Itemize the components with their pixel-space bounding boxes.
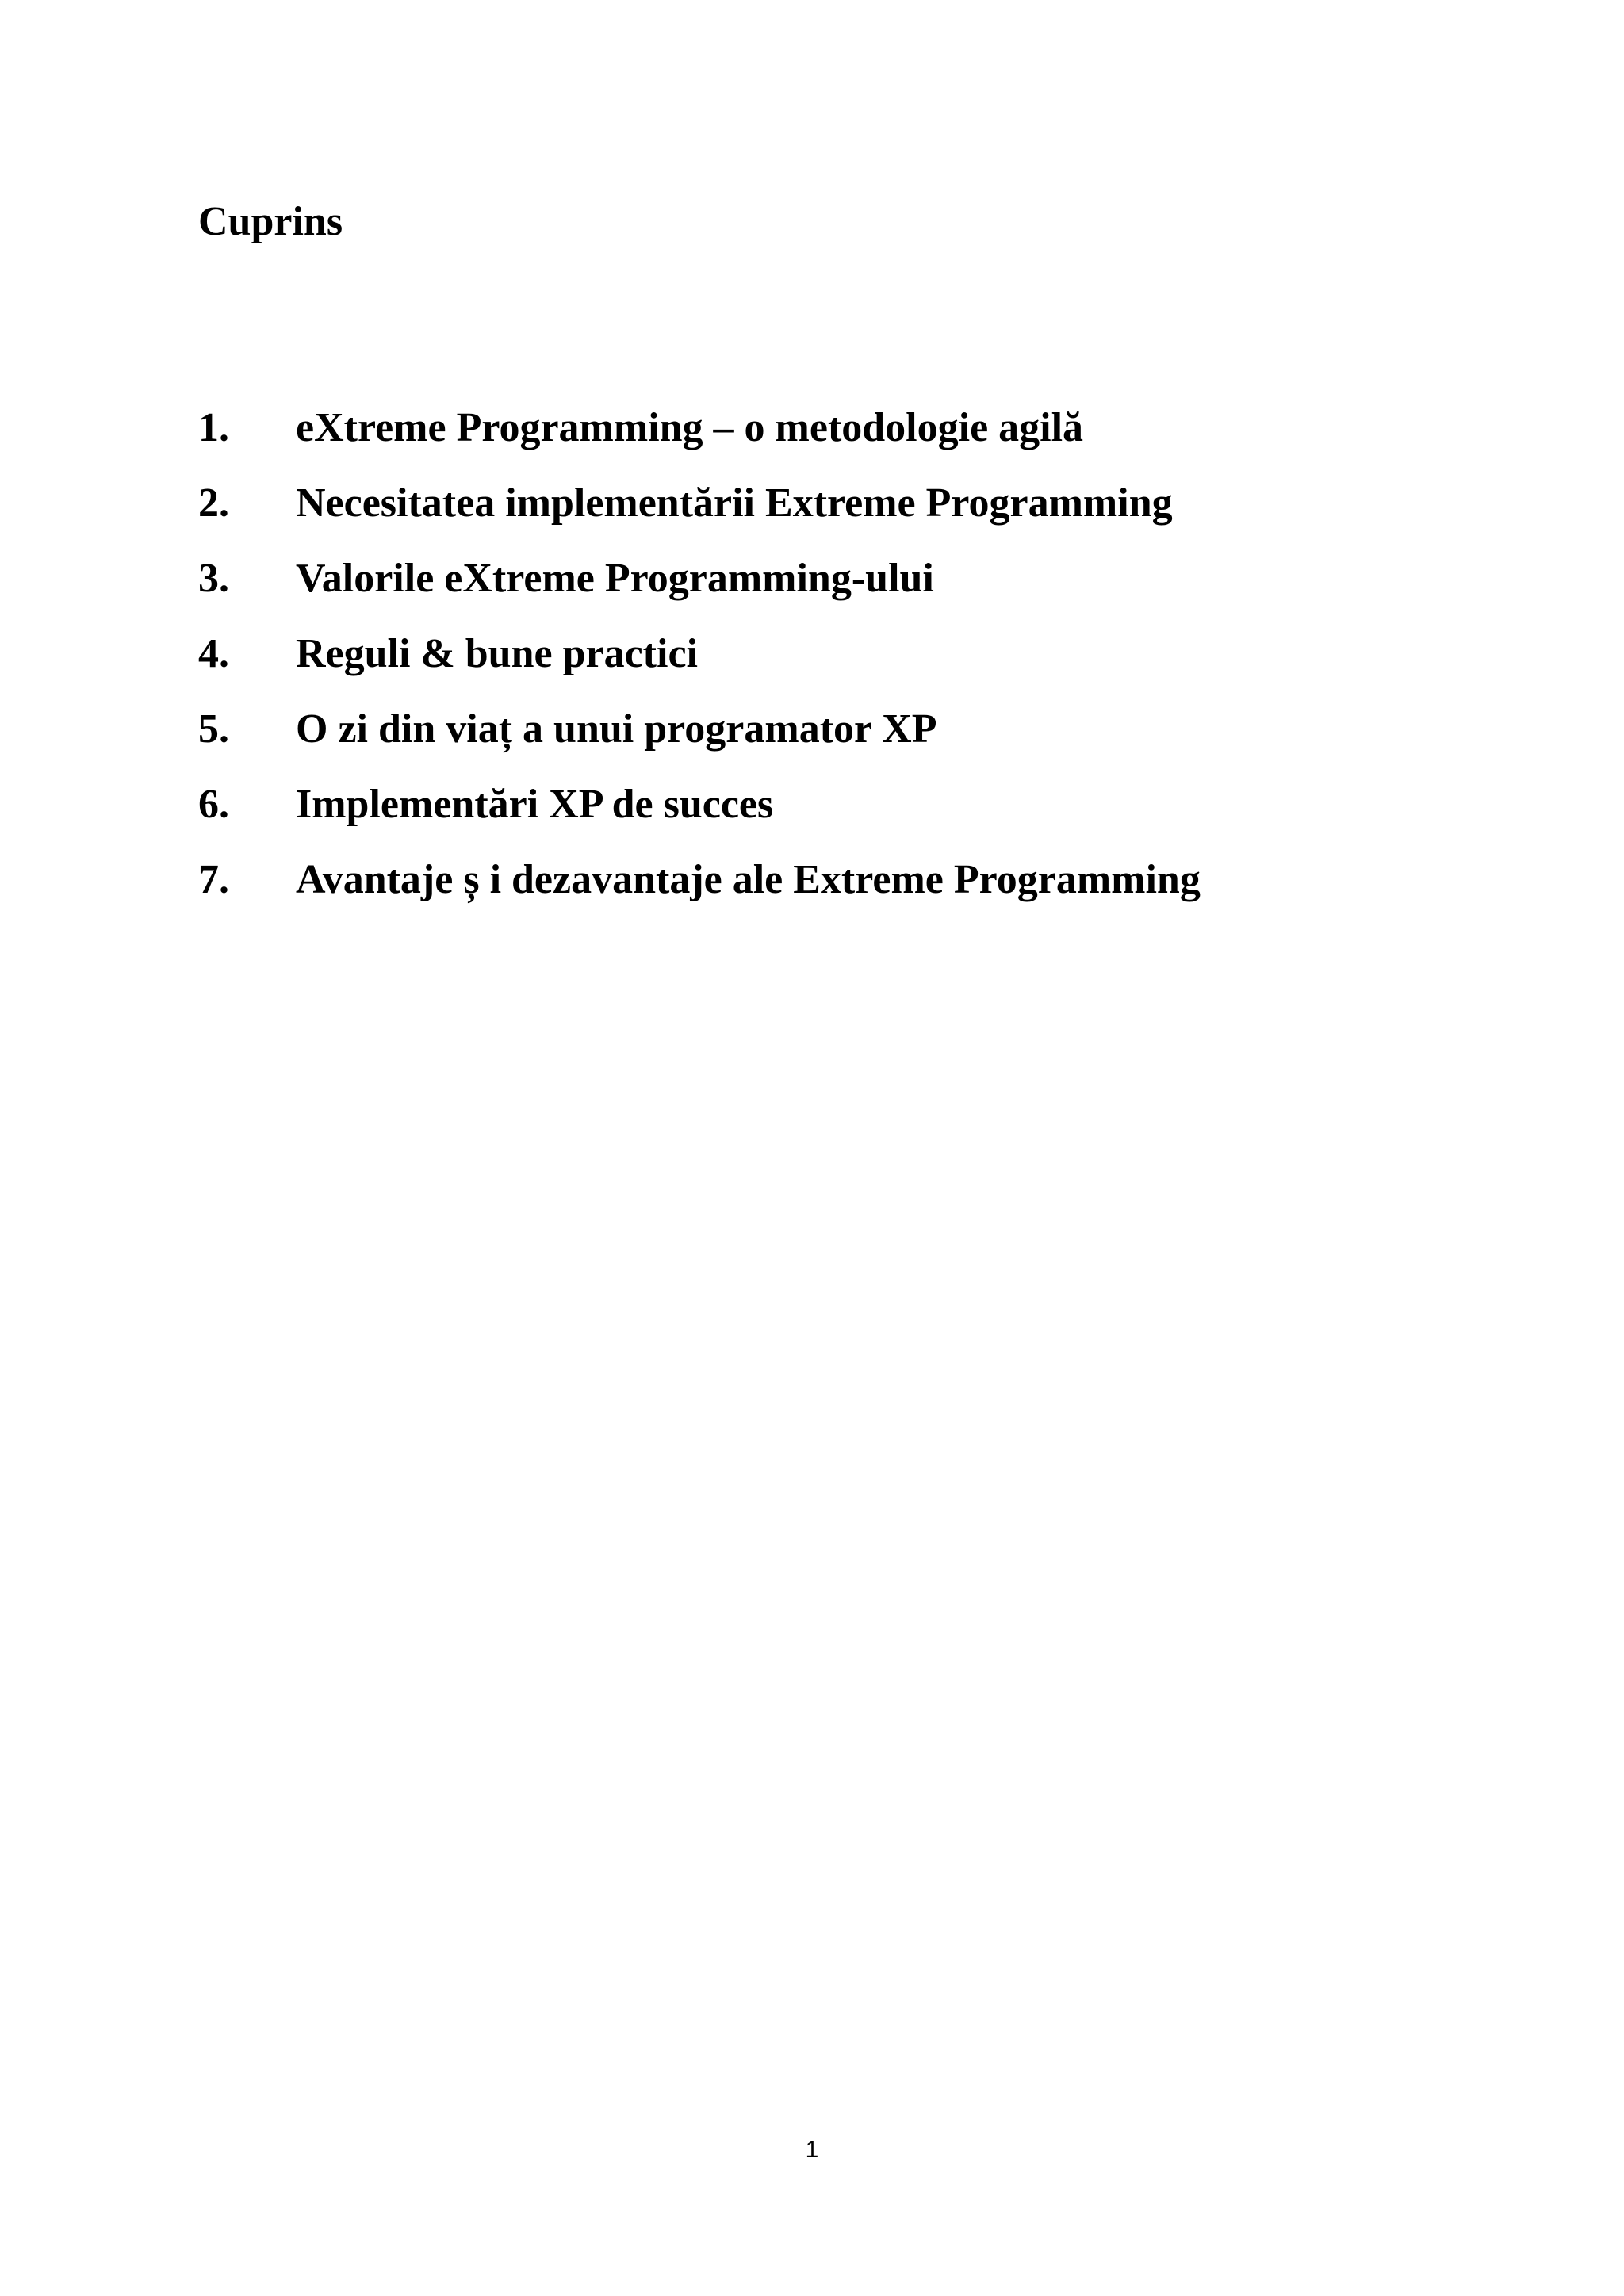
toc-item-title: O zi din viaț a unui programator XP bbox=[296, 706, 937, 752]
toc-heading: Cuprins bbox=[198, 199, 343, 244]
toc-item-title: Reguli & bune practici bbox=[296, 631, 698, 676]
toc-item-title: Necesitatea implementării Extreme Programming bbox=[296, 480, 1173, 526]
toc-item-number: 5. bbox=[198, 706, 229, 752]
toc-item-number: 7. bbox=[198, 857, 229, 902]
toc-item-title: Valorile eXtreme Programming-ului bbox=[296, 556, 934, 601]
toc-item-number: 3. bbox=[198, 556, 229, 601]
toc-item-title: eXtreme Programming – o metodologie agilă bbox=[296, 405, 1084, 450]
toc-item-number: 4. bbox=[198, 631, 229, 676]
toc-item-number: 1. bbox=[198, 405, 229, 450]
toc-item-number: 2. bbox=[198, 480, 229, 526]
page-number: 1 bbox=[805, 2137, 819, 2163]
toc-item-title: Implementări XP de succes bbox=[296, 782, 774, 827]
toc-item-title: Avantaje ș i dezavantaje ale Extreme Programming bbox=[296, 857, 1201, 902]
toc-item-number: 6. bbox=[198, 782, 229, 827]
